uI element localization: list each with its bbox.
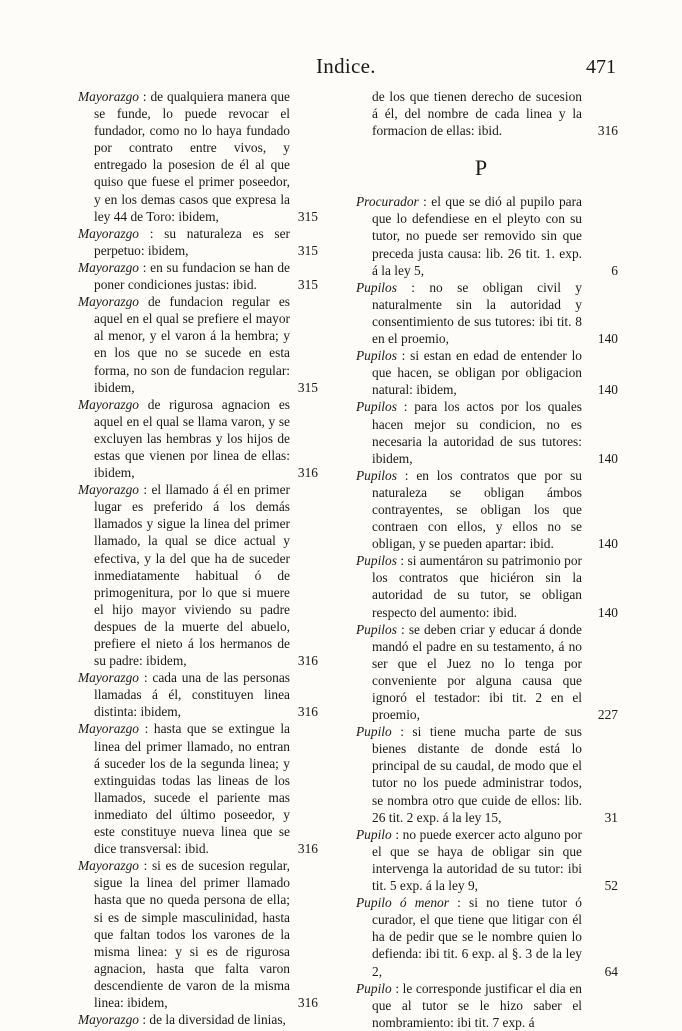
index-entry: [356, 398, 618, 466]
entry-page-ref: 315: [297, 277, 318, 293]
entry-page-ref: 140: [597, 450, 618, 466]
entry-page-ref: 227: [597, 707, 618, 723]
index-entry: [356, 894, 618, 979]
entry-headword: Pupilo ó menor: [356, 895, 449, 911]
entry-text: : si estan en edad de entender lo que hacen, se obligan por obligacion natural: ibidem,: [372, 348, 582, 398]
entry-page-ref: 316: [597, 123, 618, 139]
entry-headword: Mayorazgo: [78, 225, 139, 241]
entry-headword: Mayorazgo: [78, 1012, 139, 1028]
entry-text: : si es de sucesion regular, sigue la linea del primer llamado hasta que no queda persona de ella; si es de simple masculinidad, hasta que faltan todos los varones de la misma linea: y si es de rigurosa agnacion, hasta que falta varon descendiente de varon de la misma linea: ibidem,: [94, 858, 290, 1010]
index-entry: [356, 621, 618, 724]
entry-text: : el llamado á él en primer lugar es preferido á los demás llamados y sigue la linea del primer llamado, la qual se dice actual y efectiva, y la del que ha de suceder inmediatamente habitual ó de primogenitura, por lo que si muere el hijo mayor viviendo su padre despues de la muerte del abuelo, prefiere el nieto á los hermanos de su padre: ibidem,: [94, 482, 290, 669]
entry-headword: Pupilos: [356, 467, 397, 483]
index-entry: [78, 293, 318, 396]
index-entry: [78, 396, 318, 481]
entry-headword: Mayorazgo: [78, 89, 139, 104]
entry-text: : de qualquiera manera que se funde, lo puede revocar el fundador, como no lo haya fundado por contrato entre vivos, y entregado la posesion de él al que quiso que fuese el primer poseedor, y en los demas casos que expresa la ley 44 de Toro: ibidem,: [94, 89, 290, 224]
entry-headword: Pupilos: [356, 348, 397, 364]
entry-headword: Pupilos: [356, 279, 397, 295]
entry-page-ref: 315: [297, 379, 318, 395]
entry-text: : hasta que se extingue la linea del primer llamado, no entran á suceder los de la segunda linea; y extinguidas todas las lineas de los llamados, sucede el pariente mas inmediato del último poseedor, y este constituye nueva linea que se dice transversal: ibid.: [94, 721, 290, 857]
entry-page-ref: 316: [297, 653, 318, 669]
entry-page-ref: 6: [611, 262, 618, 278]
entry-headword: Mayorazgo: [78, 721, 139, 737]
entry-text: : no se obligan civil y naturalmente sin la autoridad y consentimiento de sus tutores: ibi tit. 8 en el proemio,: [372, 279, 582, 347]
entry-text: de los que tienen derecho de sucesion á él, del nombre de cada linea y la formacion de ellas: ibid.: [372, 89, 582, 139]
entry-page-ref: 316: [297, 994, 318, 1010]
entry-page-ref: 315: [297, 242, 318, 258]
entry-text: : no puede exercer acto alguno por el que se haya de obligar sin que intervenga la autoridad de su tutor: ibi tit. 5 exp. á la ley 9,: [372, 826, 582, 894]
entry-page-ref: 140: [597, 536, 618, 552]
index-entry: [78, 669, 318, 720]
index-entry: [356, 193, 618, 278]
entry-headword: Pupilo: [356, 980, 392, 996]
entry-page-ref: 140: [597, 604, 618, 620]
left-column: [78, 88, 318, 1028]
index-entry: [356, 467, 618, 552]
running-title: Indice.: [316, 54, 376, 78]
entry-text: : cada una de las personas llamadas á él, constituyen linea distinta: ibidem,: [94, 670, 290, 720]
index-entry: [356, 826, 618, 894]
entry-page-ref: 315: [297, 208, 318, 224]
entry-headword: Mayorazgo: [78, 396, 139, 412]
entry-page-ref: 316: [297, 465, 318, 481]
entry-text: : si aumentáron su patrimonio por los contratos que hiciéron sin la autoridad de su tutor, se obligan respecto del aumento: ibid.: [372, 553, 582, 620]
index-entry: [356, 347, 618, 398]
index-entry: [356, 980, 606, 1031]
index-entry: [78, 1011, 314, 1028]
page-number: 471: [586, 56, 616, 78]
right-entries: [356, 193, 618, 1031]
entry-headword: Pupilo: [356, 826, 392, 842]
entry-headword: Pupilos: [356, 621, 397, 637]
section-letter: P: [474, 155, 488, 181]
entry-page-ref: 140: [597, 382, 618, 398]
entry-page-ref: 140: [597, 331, 618, 347]
index-entry: [78, 857, 318, 1011]
continued-entry: [356, 88, 618, 139]
entry-headword: Mayorazgo: [78, 294, 139, 310]
entry-page-ref: 31: [604, 809, 618, 825]
entry-headword: Pupilos: [356, 399, 397, 415]
index-entry: [78, 720, 318, 857]
entry-headword: Mayorazgo: [78, 259, 139, 275]
entry-headword: Pupilos: [356, 553, 397, 569]
entry-page-ref: 316: [297, 841, 318, 857]
entry-headword: Pupilo: [356, 724, 392, 740]
entry-text: : en los contratos que por su naturaleza se obligan ámbos contrayentes, se obligan los que contraen con ellos, y ellos no se obligan, y se pueden apartar: ibid.: [372, 467, 582, 552]
entry-text: : le corresponde justificar el dia en que al tutor se le hizo saber el nombramiento: ibi tit. 7 exp. á: [372, 980, 582, 1030]
entry-headword: Mayorazgo: [78, 670, 139, 686]
entry-text: de fundacion regular es aquel en el qual se prefiere el mayor al menor, y el varon á la hembra; y en los que no se sucede en esta forma, no son de fundacion regular: ibidem,: [94, 294, 290, 395]
index-entry: [356, 552, 618, 620]
page-header: [0, 48, 682, 78]
index-entry: [78, 225, 318, 259]
entry-page-ref: 52: [604, 878, 618, 894]
right-column: [356, 88, 618, 1031]
entry-text: de rigurosa agnacion es aquel en el qual se llama varon, y se excluyen las hembras y los hijos de estas que vienen por linea de ellas: ibidem,: [94, 396, 290, 481]
entry-headword: Procurador: [356, 194, 419, 210]
entry-headword: Mayorazgo: [78, 482, 139, 498]
entry-text: : si tiene mucha parte de sus bienes distante de donde está lo principal de su caudal, de modo que el tutor no los puede administrar todos, se nombra otro que cuide de ellos: lib. 26 tit. 2 exp. á la ley 15,: [372, 724, 582, 825]
entry-text: : para los actos por los quales hacen mejor su condicion, no es necesaria la autoridad de sus tutores: ibidem,: [372, 399, 582, 466]
entry-text: : su naturaleza es ser perpetuo: ibidem,: [94, 225, 290, 258]
entry-text: : si no tiene tutor ó curador, el que tiene que litigar con él ha de pedir que se le nombre quien lo defienda: ibi tit. 6 exp. al §. 3 de la ley 2,: [372, 895, 582, 979]
entry-text: : de la diversidad de linias,: [142, 1012, 286, 1028]
entry-text: : en su fundacion se han de poner condiciones justas: ibid.: [94, 259, 290, 293]
entry-page-ref: 316: [297, 704, 318, 720]
index-entry: [78, 481, 318, 669]
index-entry: [356, 723, 618, 826]
entry-text: : el que se dió al pupilo para que lo defendiese en el pleyto con su tutor, no puede ser removido sin que preceda justa causa: lib. 26 tit. 1. exp. á la ley 5,: [372, 194, 582, 278]
entry-headword: Mayorazgo: [78, 858, 139, 874]
index-entry: [78, 88, 318, 225]
index-entry: [356, 279, 618, 347]
entry-text: : se deben criar y educar á donde mandó el padre en su testamento, á no ser que el Juez no lo tenga por conveniente por alguna causa que ignoró el testador: ibi tit. 2 en el proemio,: [372, 621, 582, 723]
index-entry: [78, 259, 318, 293]
entry-page-ref: 64: [604, 963, 618, 979]
